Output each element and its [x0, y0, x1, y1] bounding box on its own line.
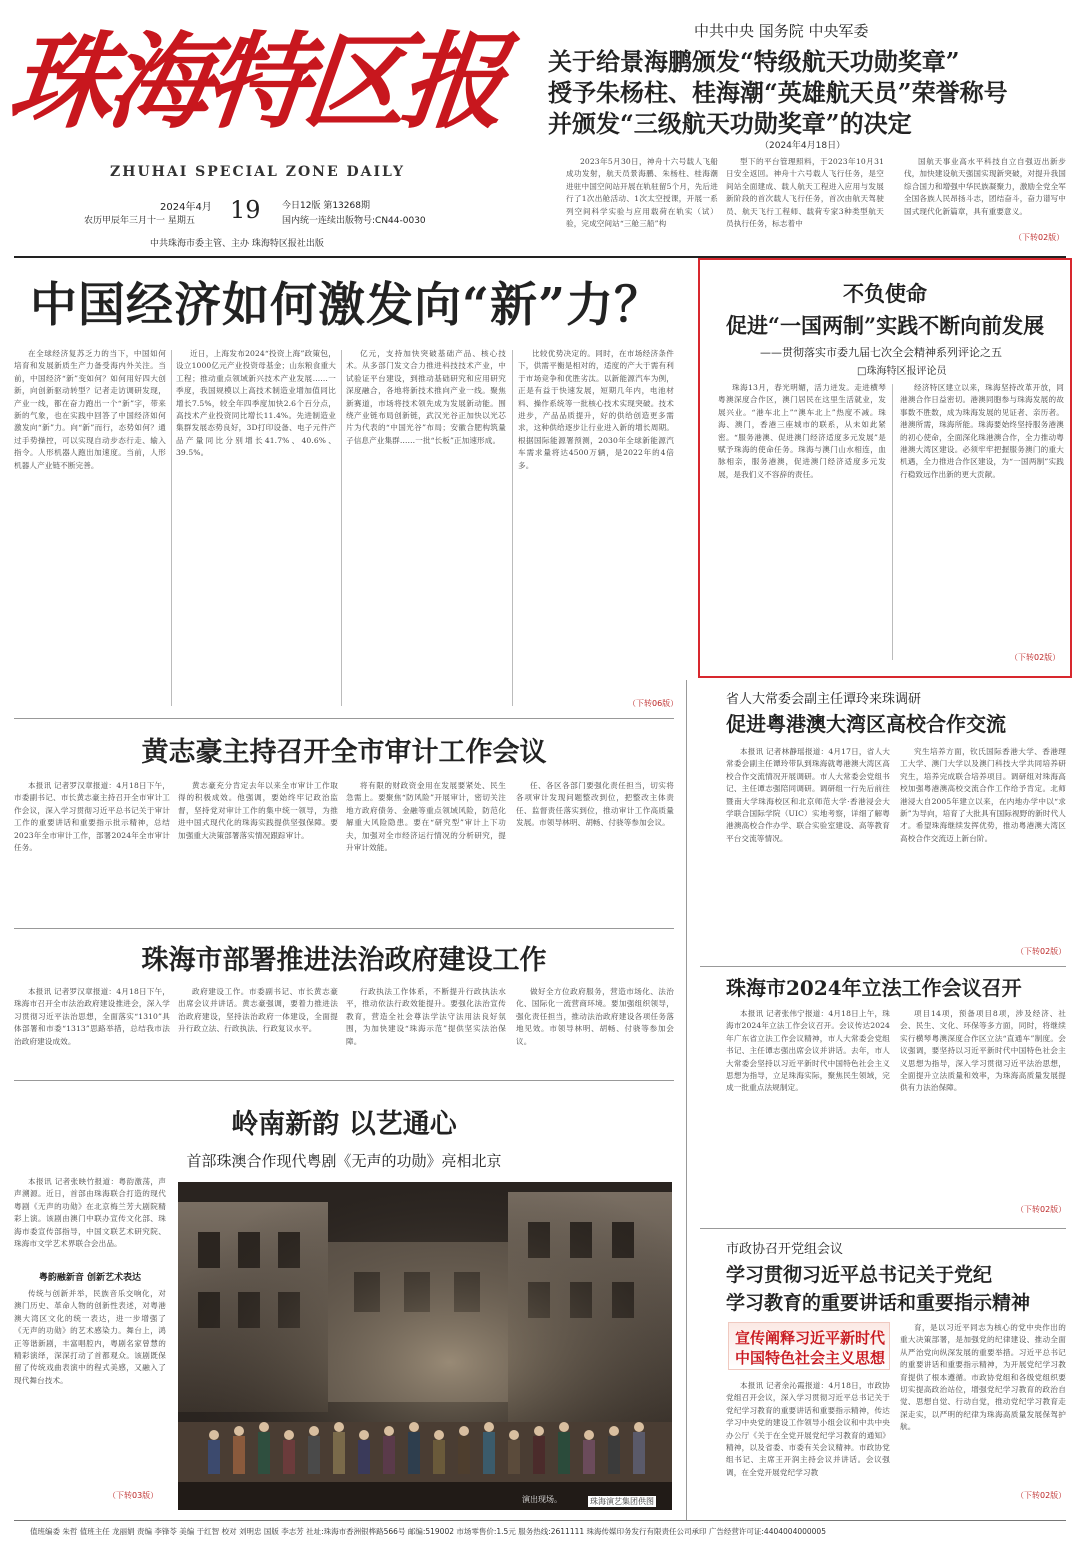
performer-head	[634, 1422, 644, 1432]
performer-head	[409, 1422, 419, 1432]
audit-col-2: 黄志豪充分肯定去年以来全市审计工作取得的积极成效。他强调，要始终牢记政治监督，坚持党对审计工作的集中统一领导，为推进中国式现代化的珠海实践提供坚强保障。要加强重大决策部署落实情况跟踪审计。	[178, 781, 338, 840]
lawgov-col-4: 做好全方位政府服务，营造市场化、法治化、国际化一流营商环境。要加强组织领导，强化责任担当，推动法治政府建设各项任务落地见效。市领导林明、胡畅、付骁等参加会议。	[516, 987, 674, 1046]
footer-credits: 值班编委 朱哲 值班主任 龙丽娟 责编 李锋苓 美编 于红智 校对 刘明忠 国版 李志芳 社址:珠海市香洲银桦路566号 邮编:519002 市场零售价:1.5元 服务热线:2611111 珠海传媒印务发行有限责任公司承印 广告经营许可证:4404004000005	[30, 1527, 826, 1536]
performer-head	[234, 1426, 244, 1436]
main-column-divider	[686, 680, 687, 1520]
university-col-2: 究生培养方面，钦氏国际香港大学、香港理工大学、澳门大学以及澳门科技大学共同培养研究生，培养完成联合培养项目。调研组对珠海高校加强粤港澳高校交流合作工作给予肯定。北师港浸大自2005年建立以来，在内地办学中以“求新”为导向，培育了大批具有国际视野的新时代人才。希望珠海继续发挥优势，推动粤港澳大湾区高校合作交流迈上新台阶。	[900, 747, 1066, 843]
economy-col-1: 在全球经济复苏乏力的当下，中国如何培育和发展新质生产力备受海内外关注。当前，中国经济“新”变如何？如何用好四大创新，向创新驱动转型？记者走访调研发现，产业一线，都在奋力跑出一个“新”字，带来新的气象，也在实践中回答了中国经济如何激发向“新”力。向“新”而行，态势如何？通过手势操控，可以实现自动步态行走、输入指令。人形机器人跑出加速度。当前，人形机器人产业链不断完善。	[14, 349, 166, 470]
cppcc-title-2[interactable]: 学习教育的重要讲话和重要指示精神	[726, 1292, 1031, 1314]
performer-head	[584, 1430, 594, 1440]
cppcc-more[interactable]: （下转02版）	[1016, 1491, 1067, 1500]
date-line: 2024年4月	[160, 202, 212, 213]
performer-figure	[308, 1436, 320, 1474]
opera-col-2: 传统与创新并举，民族音乐交响化，对澳门历史、革命人物的创新性表述，对粤港澳大湾区文化的统一表达，进一步增强了《无声的功勋》的艺术感染力。舞台上，鸿正等谐新剧，丰富唱腔内，粤剧名家曾慧的精彩演绎，深深打动了首都观众。该剧既保留了传统戏曲表演中的程式美感，又融入了现代舞台技术。	[14, 1289, 166, 1385]
english-title: ZHUHAI SPECIAL ZONE DAILY	[110, 164, 405, 180]
date-day: 19	[230, 196, 261, 224]
legislation-col-2: 项目14项，预备项目8项，涉及经济、社会、民生、文化、环保等多方面，同时，将继续实行横琴粤澳深度合作区立法“直通车”制度。会议强调，要坚持以习近平新时代中国特色社会主义思想为指导，深入学习贯彻习近平法治思想，全面提升立法质量和效率，为珠海高质量发展提供有力法治保障。	[900, 1009, 1066, 1093]
performer-figure	[333, 1432, 345, 1474]
section-divider	[14, 928, 674, 929]
performer-head	[359, 1430, 369, 1440]
section-divider	[700, 966, 1066, 967]
lead-date: （2024年4月18日）	[760, 141, 846, 151]
logo-line-2: 中国特色社会主义思想	[735, 1349, 886, 1367]
performer-figure	[508, 1440, 520, 1474]
cppcc-col-2: 育，是以习近平同志为核心的党中央作出的重大决策部署，是加强党的纪律建设、推动全面从严治党向纵深发展的重要举措。习近平总书记的重要讲话和重要指示精神，为开展党纪学习教育提供了根本遵循。市政协党组和各级党组织要切实提高政治站位，增强党纪学习教育的政治自觉、思想自觉、行动自觉，推动党纪学习教育走深走实，以严明的纪律为珠海高质量发展保驾护航。	[900, 1323, 1066, 1432]
performer-figure	[608, 1436, 620, 1474]
economy-title[interactable]: 中国经济如何激发向“新”力？	[30, 278, 663, 333]
lead-title-1[interactable]: 关于给景海鹏颁发“特级航天功勋奖章”	[548, 47, 960, 76]
performer-figure	[633, 1432, 645, 1474]
performer-head	[259, 1422, 269, 1432]
performer-figure	[208, 1440, 220, 1474]
page-count: 今日12版 第13268期	[282, 201, 370, 211]
commentary-col-1: 珠海13月，春光明媚，活力迸发。走进横琴粤澳深度合作区，澳门居民在这里生活就业，发展兴业。“港车北上”“澳车北上”热度不减。珠海、澳门，香港三座城市的联系，从未如此紧密。“服务港澳、促进澳门经济适度多元发展”是赋予珠海的使命任务。珠海与澳门山水相连，血脉相亲，服务港澳，促进澳门经济适度多元发展，是我们义不容辞的责任。	[718, 383, 886, 479]
performer-figure	[483, 1432, 495, 1474]
commentary-title-2[interactable]: 促进“一国两制”实践不断向前发展	[725, 313, 1045, 338]
performer-figure	[533, 1436, 545, 1474]
commentary-author: □珠海特区报评论员	[857, 366, 947, 377]
performer-head	[309, 1426, 319, 1436]
legislation-more[interactable]: （下转02版）	[1016, 1205, 1067, 1214]
performer-figure	[233, 1436, 245, 1474]
opera-col-1: 本报讯 记者张映竹报道：粤韵激荡，声声溯源。近日，首部由珠海联合打造的现代粤剧《无声的功勋》在北京梅兰芳大剧院精彩上演。该剧由澳门中联办宣传文化部、珠海市委宣传部指导，中国文联艺术研究院、珠海市文学艺术界联合会出品。	[14, 1177, 166, 1249]
col-divider	[892, 384, 893, 660]
theory-column-logo	[728, 1322, 890, 1370]
logo-line-1: 宣传阐释习近平新时代	[735, 1329, 886, 1347]
lawgov-title[interactable]: 珠海市部署推进法治政府建设工作	[141, 945, 547, 976]
performer-figure	[583, 1440, 595, 1474]
performer-figure	[408, 1432, 420, 1474]
newspaper-nameplate: 珠海特区报	[3, 20, 507, 143]
col-divider	[512, 350, 513, 706]
stage-photo	[178, 1182, 672, 1510]
cppcc-kicker: 市政协召开党组会议	[726, 1242, 844, 1257]
performer-figure	[433, 1440, 445, 1474]
performer-figure	[358, 1440, 370, 1474]
publication-number: 国内统一连续出版物号:CN44-0030	[282, 216, 426, 226]
opera-title[interactable]: 岭南新韵 以艺通心	[231, 1109, 457, 1140]
col-divider	[171, 350, 172, 706]
audit-col-4: 任、各区各部门要强化责任担当，切实将各项审计发现问题整改到位，把整改主体责任、监督责任落实到位，推动审计工作高质量发展。市领导林明、胡畅、付骁等参加会议。	[516, 781, 674, 828]
performer-head	[209, 1430, 219, 1440]
university-kicker: 省人大常委会副主任谭玲来珠调研	[726, 692, 922, 707]
economy-col-3: 亿元，支持加快突破基础产品、核心技术。从多部门发文合力推进科技技术产业，中试验证平台建设，到推动基础研究和应用研究深度融合，各地将新技术推向产业一线。聚焦新赛道，市场将技术领先成为发展新动能。围绕产业链布局创新链，武汉光谷正加快以光芯片为代表的“中国光谷”布局；安徽合肥构筑量子信息产业集群……一批“长板”正加速形成。	[346, 349, 506, 445]
lead-col-2: 型下的平台管理照料，于2023年10月31日安全返回。神舟十六号载人飞行任务，是空间站全面建成、载人航天工程进入应用与发展新阶段的首次载人飞行任务，首次由航天驾驶员、航天飞行工程师、载荷专家3种类型航天员执行任务，标志着中	[726, 157, 884, 229]
performer-head	[484, 1422, 494, 1432]
performer-head	[434, 1430, 444, 1440]
economy-col-2: 近日，上海发布2024“投资上海”政策包，设立1000亿元产业投资母基金；山东粮食重大工程；推动重点领域新兴技术产业发展……一季度，我国规模以上高技术制造业增加值同比增长7.5%，较全年四季度加快2.6个百分点，高技术产业投资同比增长11.4%。先进制造业集群发展态势良好，3D打印设备、电子元件产品产量同比分别增长41.7%、40.6%、39.5%。	[176, 349, 336, 458]
lawgov-col-3: 行政执法工作体系，不断提升行政执法水平，推动依法行政效能提升。要强化法治宣传教育，营造全社会尊法学法守法用法良好氛围，为加快建设“珠海示范”提供坚实法治保障。	[346, 987, 506, 1046]
audit-col-1: 本报讯 记者罗汉章报道：4月18日下午，市委副书记、市长黄志豪主持召开全市审计工作会议，深入学习贯彻习近平总书记关于审计工作的重要讲话和重要指示批示精神，总结2023年全市审计工作，部署2024年全市审计任务。	[14, 781, 170, 853]
lawgov-col-1: 本报讯 记者罗汉章报道：4月18日下午，珠海市召开全市法治政府建设推进会，深入学习贯彻习近平法治思想，全面落实“1310”具体部署和市委“1313”思路举措，总结我市法治政府建设成效。	[14, 987, 170, 1046]
performer-figure	[458, 1436, 470, 1474]
commentary-title-1[interactable]: 不负使命	[843, 281, 927, 306]
lead-title-2[interactable]: 授予朱杨柱、桂海潮“英雄航天员”荣誉称号	[548, 78, 1008, 107]
commentary-subtitle: ——贯彻落实市委九届七次全会精神系列评论之五	[760, 346, 1002, 359]
legislation-col-1: 本报讯 记者张伟宁报道：4月18日上午，珠海市2024年立法工作会议召开。会议传达2024年广东省立法工作会议精神，市人大常委会党组书记、主任谭志强出席会议并讲话。去年，市人大常委会坚持以习近平新时代中国特色社会主义思想为指导，立足珠海实际，聚焦民生领域，完成一批重点法规制定。	[726, 1009, 890, 1093]
economy-more[interactable]: （下转06版）	[628, 699, 679, 708]
performer-figure	[383, 1436, 395, 1474]
section-divider	[14, 718, 674, 719]
performer-figure	[283, 1440, 295, 1474]
section-divider	[700, 1228, 1066, 1229]
lead-title-3[interactable]: 并颁发“三级航天功勋奖章”的决定	[548, 109, 912, 138]
opera-more[interactable]: （下转03版）	[108, 1491, 159, 1500]
university-col-1: 本报讯 记者林静瑶报道：4月17日，省人大常委会副主任谭玲带队到珠海就粤港澳大湾区高校合作交流情况开展调研。市人大常委会党组书记、主任谭志强陪同调研。调研组一行先后前往暨南大学珠海校区和北京师范大学·香港浸会大学联合国际学院（UIC）实地考察，详细了解粤港澳高校合作办学、联合实验室建设、高等教育平台交流等情况。	[726, 747, 890, 843]
cppcc-col-1: 本报讯 记者余沁霞报道：4月18日，市政协党组召开会议，深入学习贯彻习近平总书记关于党纪学习教育的重要讲话和重要指示精神，传达学习中央党的建设工作领导小组会议和中共中央办公厅《关于在全党开展党纪学习教育的通知》精神，以及省委、市委有关会议精神。市政协党组书记、主席王开润主持会议并讲话。会议强调，在全党开展党纪学习教	[726, 1381, 890, 1477]
opera-subhead: 粤韵融新音 创新艺术表达	[38, 1273, 142, 1283]
performer-head	[459, 1426, 469, 1436]
cppcc-title-1[interactable]: 学习贯彻习近平总书记关于党纪	[726, 1264, 993, 1286]
legislation-title[interactable]: 珠海市2024年立法工作会议召开	[726, 976, 1022, 1000]
photo-caption: 演出现场。	[522, 1495, 562, 1504]
lead-more[interactable]: （下转02版）	[1014, 233, 1065, 242]
performer-head	[509, 1430, 519, 1440]
lunar-date: 农历甲辰年三月十一 星期五	[84, 216, 195, 226]
lawgov-col-2: 政府建设工作。市委副书记、市长黄志豪出席会议并讲话。黄志豪强调，要着力推进法治政府建设，坚持法治政府一体建设，全面提升行政立法、行政执法、行政复议水平。	[178, 987, 338, 1034]
performer-head	[384, 1426, 394, 1436]
footer-divider	[14, 1520, 1066, 1521]
performer-head	[534, 1426, 544, 1436]
opera-subtitle: 首部珠澳合作现代粤剧《无声的功勋》亮相北京	[186, 1152, 502, 1170]
commentary-col-2: 经济特区建立以来，珠海坚持改革开放，同港澳合作日益密切。港澳同胞参与珠海发展的故事数不胜数，成为珠海发展的见证者、亲历者。港澳所需，珠海所能。珠海要始终坚持服务港澳的初心使命，全面深化珠港澳合作，全力推动粤港澳大湾区建设。必须牢牢把握服务澳门的重大机遇，全力推进合作区建设，为“一国两制”实践行稳致远作出新的更大贡献。	[900, 383, 1064, 479]
performer-figure	[258, 1432, 270, 1474]
commentary-more[interactable]: （下转02版）	[1010, 653, 1061, 662]
photo-credit: 珠海演艺集团供图	[590, 1497, 654, 1506]
performer-head	[609, 1426, 619, 1436]
col-divider	[341, 350, 342, 706]
university-more[interactable]: （下转02版）	[1016, 947, 1067, 956]
economy-col-4: 比较优势决定的。同时，在市场经济条件下，供需平衡是相对的，适度的产大于需有利于市场竞争和优胜劣汰。以新能源汽车为例，正是有益于快速发展，短期几年内，电池材料、操作系统等一批核心技术实现突破。技术进步，产品品质提升，好的供给创造更多需求，这种供给逐步让行业进入新的增长周期。根据国际能源署预测，2030年全球新能源汽车需求量将达4500万辆，是2022年的4倍多。	[518, 349, 674, 470]
university-title[interactable]: 促进粤港澳大湾区高校合作交流	[726, 712, 1006, 736]
performer-head	[284, 1430, 294, 1440]
section-divider	[14, 1080, 674, 1081]
lead-col-3: 国航天事业高水平科技自立自强迈出新步伐，加快建设航天强国实现新突破，对提升我国综合国力和增强中华民族凝聚力，激励全党全军全国各族人民昂扬斗志，团结奋斗，奋力谱写中国式现代化新篇章，具有重要意义。	[904, 157, 1066, 216]
lead-issuers: 中共中央 国务院 中央军委	[694, 22, 869, 40]
sponsor-line: 中共珠海市委主管、主办 珠海特区报社出版	[150, 239, 324, 249]
audit-title[interactable]: 黄志豪主持召开全市审计工作会议	[141, 737, 547, 768]
performer-figure	[558, 1432, 570, 1474]
performer-head	[559, 1422, 569, 1432]
audit-col-3: 将有限的财政资金用在发展要紧处、民生急需上。要聚焦“防风险”开展审计，密切关注地方政府债务、金融等重点领域风险，防范化解重大风险隐患。要在“研究型”审计上下功夫，加强对全市经济运行情况的分析研究，提升审计效能。	[346, 781, 506, 853]
lead-col-1: 2023年5月30日，神舟十六号载人飞船成功发射，航天员景海鹏、朱杨柱、桂海潮进驻中国空间站开展在轨驻留5个月，先后进行了1次出舱活动、1次太空授课，开展一系列空间科学实验与应用载荷在轨实（试）验，完成空间站“三舱三船”构	[566, 157, 718, 229]
performer-head	[334, 1422, 344, 1432]
